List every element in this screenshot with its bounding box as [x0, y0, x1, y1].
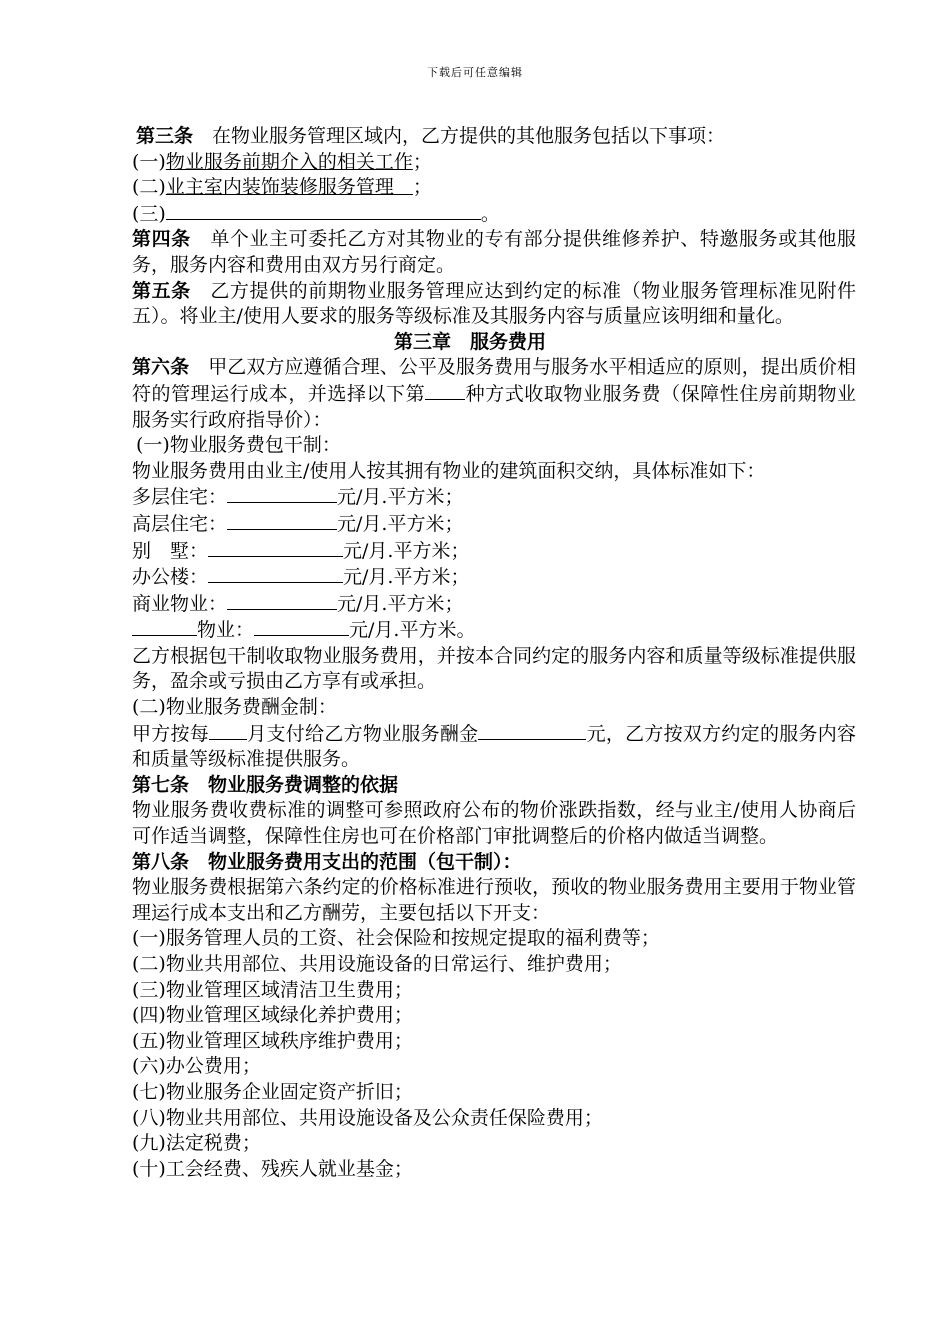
expense-item: (二)物业共用部位、共用设施设备的日常运行、维护费用； [132, 953, 622, 975]
article-3 [84, 124, 856, 150]
article-6: 第六条 甲乙双方应遵循合理、公平及服务费用与服务水平相适应的原则，提出质价相符的管理运行成本，并选择以下第 种方式收取物业服务费（保障性住房前期物业服务实行政府指导价）： [132, 356, 856, 431]
blank-line [227, 484, 337, 503]
blank-line [227, 511, 337, 530]
article-3-text: 在物业服务管理区域内，乙方提供的其他服务包括以下事项： [212, 125, 726, 147]
option-1-tail: 乙方根据包干制收取物业服务费用，并按本合同约定的服务内容和质量等级标准提供服务，盈余或亏损由乙方享有或承担。 [132, 644, 856, 693]
article-6-title: 第六条 [132, 356, 190, 379]
fee-row-label: 高层住宅： [132, 512, 228, 535]
fee-row-label: 商业物业： [132, 592, 228, 615]
fee-row: 别 墅： 元/月.平方米； [132, 539, 470, 562]
fee-row-label: 物业： [197, 619, 255, 642]
article-4 [84, 227, 856, 278]
option-1-title: (一)物业服务费包干制： [136, 434, 341, 457]
blank-line [254, 617, 349, 636]
option-1-desc: 物业服务费用由业主/使用人按其拥有物业的建筑面积交纳，具体标准如下： [132, 459, 766, 482]
blank-line [478, 721, 586, 740]
fee-row: 商业物业： 元/月.平方米； [132, 592, 464, 615]
blank-line [208, 538, 343, 557]
chapter-3-title: 第三章 服务费用 [393, 330, 546, 353]
article-4-text: 单个业主可委托乙方对其物业的专有部分提供维修养护、特邀服务或其他服务，服务内容和费用由双方另行商定。 [132, 228, 856, 276]
expense-item: (十)工会经费、残疾人就业基金； [132, 1157, 413, 1180]
expense-item: (八)物业共用部位、共用设施设备及公众责任保险费用； [132, 1106, 603, 1129]
blank-line [208, 564, 343, 583]
expense-item: (六)办公费用； [132, 1055, 261, 1078]
blank-line [227, 591, 337, 610]
article-3-item-3: (三) 。 [132, 202, 500, 225]
blank-line [132, 617, 197, 636]
article-7-text: 物业服务费收费标准的调整可参照政府公布的物价涨跌指数，经与业主/使用人协商后可作适当调整，保障性住房也可在价格部门审批调整后的价格内做适当调整。 [132, 799, 856, 848]
fee-row-label: 多层住宅： [132, 486, 228, 509]
blank-line [425, 381, 465, 400]
article-3-title: 第三条 [136, 125, 194, 147]
download-watermark: 下载后可任意编辑 [427, 66, 523, 79]
article-3-item-2: (二)业主室内装饰装修服务管理 ； [132, 176, 432, 199]
expense-item: (五)物业管理区域秩序维护费用； [132, 1029, 413, 1052]
fee-row-label: 办公楼： [132, 566, 209, 589]
article-8-text: 物业服务费根据第六条约定的价格标准进行预收，预收的物业服务费用主要用于物业管理运行成本支出和乙方酬劳，主要包括以下开支： [132, 876, 856, 924]
blank-line [209, 721, 247, 740]
fee-row: 物业： 元/月.平方米。 [84, 617, 856, 644]
blank-line [166, 201, 481, 220]
article-5-title: 第五条 [132, 279, 191, 302]
expense-item: (七)物业服务企业固定资产折旧； [132, 1080, 413, 1103]
expense-item: (一)服务管理人员的工资、社会保险和按规定提取的福利费等； [132, 927, 660, 950]
article-3-item-1: (一)物业服务前期介入的相关工作； [132, 150, 432, 173]
fee-row: 办公楼： 元/月.平方米； [132, 566, 470, 589]
expense-item: (三)物业管理区域清洁卫生费用； [132, 978, 413, 1001]
fee-row-label: 别 墅： [132, 539, 209, 562]
expense-item: (四)物业管理区域绿化养护费用； [132, 1004, 413, 1027]
item-2-text: 业主室内装饰装修服务管理 [165, 176, 394, 199]
option-2-title: (二)物业服务费酬金制： [132, 696, 337, 719]
article-7-title: 第七条 物业服务费调整的依据 [132, 773, 399, 796]
article-4-title: 第四条 [132, 228, 191, 251]
article-5 [84, 279, 856, 330]
option-2-desc: 甲方按每 月支付给乙方物业服务酬金 元，乙方按双方约定的服务内容和质量等级标准提供服务。 [132, 722, 856, 771]
item-1-text: 物业服务前期介入的相关工作 [165, 150, 413, 173]
article-8-title: 第八条 物业服务费用支出的范围（包干制）： [132, 850, 522, 873]
fee-row: 多层住宅： 元/月.平方米； [132, 486, 464, 509]
contract-body [84, 124, 856, 1182]
article-5-text: 乙方提供的前期物业服务管理应达到约定的标准（物业服务管理标准见附件五）。将业主/使用人要求的服务等级标准及其服务内容与质量应该明细和量化。 [132, 279, 856, 328]
fee-row: 高层住宅： 元/月.平方米； [132, 512, 464, 535]
expense-item: (九)法定税费； [132, 1132, 261, 1155]
